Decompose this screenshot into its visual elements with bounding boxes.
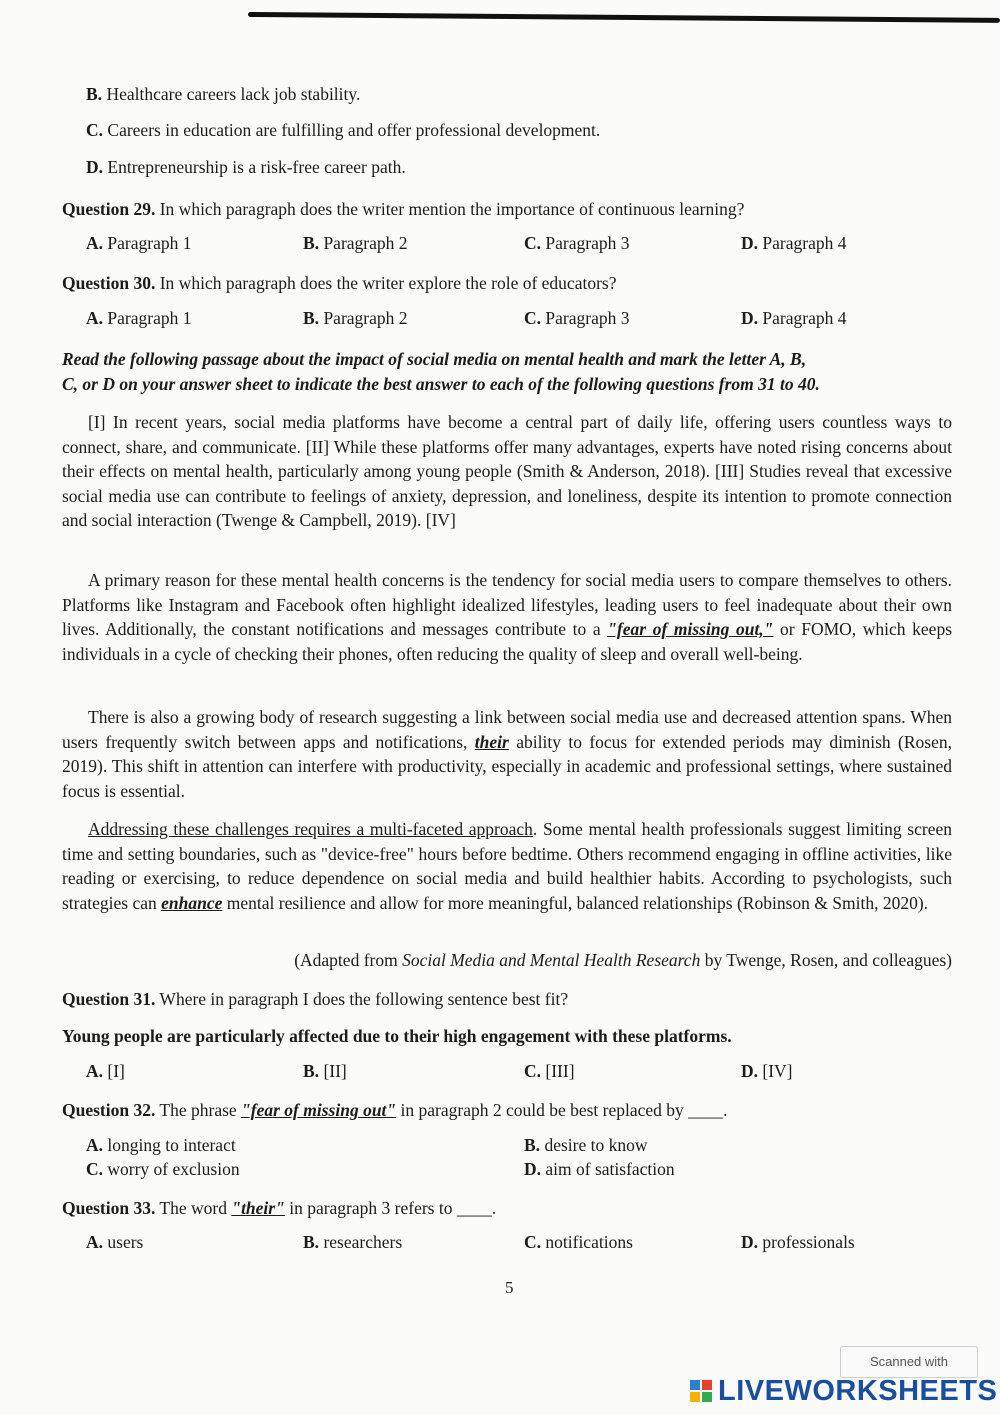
question-30: Question 30. In which paragraph does the writer explore the role of educators? [62,273,617,293]
question-32: Question 32. The phrase "fear of missing out" in paragraph 2 could be best replaced by ____. [62,1100,728,1120]
q32-phrase: "fear of missing out" [241,1100,397,1120]
question-29-options [86,233,956,257]
passage-source: (Adapted from Social Media and Mental Health Research by Twenge, Rosen, and colleagues) [294,950,952,970]
q33-word: "their" [231,1198,285,1218]
q30-option-a[interactable]: A. Paragraph 1 [86,308,192,328]
enhance-highlight: enhance [161,892,223,913]
passage-paragraph-3: There is also a growing body of research suggesting a link between social media use and decreased attention spans. When users frequently switch between apps and notifications, their ability to focus for extended periods may diminish (Rosen, 2019). This shift in attention can interfere with productivity, especially in academic and professional settings, where sustained focus is essential. [62,707,952,801]
reading-instruction-line-2: C, or D on your answer sheet to indicate the best answer to each of the following questions from 31 to 40. [62,374,820,394]
q29-option-d[interactable]: D. Paragraph 4 [741,233,847,253]
passage-paragraph-2: A primary reason for these mental health concerns is the tendency for social media users to compare themselves to others. Platforms like Instagram and Facebook often highlight idealized lifestyles, leading users to feel inadequate about their own lives. Additionally, the constant notifications and messages contribute to a "fear of missing out," or FOMO, which keeps individuals in a cycle of checking their phones, often reducing the quality of sleep and overall well-being. [62,570,953,664]
q30-option-c[interactable]: C. Paragraph 3 [524,308,630,328]
prev-option-d[interactable]: D. Entrepreneurship is a risk-free career path. [86,157,406,177]
question-29: Question 29. In which paragraph does the writer mention the importance of continuous learning? [62,199,745,219]
reading-instruction-line-1: Read the following passage about the impact of social media on mental health and mark the letter A, B, [62,349,807,369]
page-number: 5 [505,1278,514,1297]
liveworksheets-text: LIVEWORKSHEETS [718,1374,998,1407]
multi-faceted-approach-underline: Addressing these challenges requires a multi-faceted approach [88,819,533,839]
q33-option-b[interactable]: B. researchers [303,1232,403,1252]
prev-option-b[interactable]: B. Healthcare careers lack job stability. [86,84,361,104]
scanned-with-badge: Scanned with [840,1346,978,1378]
question-31-sentence: Young people are particularly affected due to their high engagement with these platforms. [62,1026,732,1046]
q30-option-b[interactable]: B. Paragraph 2 [303,308,408,328]
q31-option-a[interactable]: A. [I] [86,1061,125,1081]
question-31: Question 31. Where in paragraph I does the following sentence best fit? [62,989,569,1009]
question-31-options [86,1061,956,1085]
q33-option-c[interactable]: C. notifications [524,1232,633,1252]
passage-paragraph-1: [I] In recent years, social media platforms have become a central part of daily life, offering users countless ways to connect, share, and communicate. [II] While these platforms offer many advantages, experts have noted rising concerns about their effects on mental health, particularly among young people (Smith & Anderson, 2018). [III] Studies reveal that excessive social media use can contribute to feelings of anxiety, depression, and loneliness, despite its intention to promote connection and social interaction (Twenge & Campbell, 2019). [IV] [62,412,952,530]
q32-option-d[interactable]: D. aim of satisfaction [524,1159,675,1179]
top-scan-edge-line [248,12,1000,23]
q29-option-a[interactable]: A. Paragraph 1 [86,233,192,253]
q31-option-b[interactable]: B. [II] [303,1061,347,1081]
question-30-options [86,308,956,332]
fomo-highlight: "fear of missing out," [607,619,774,639]
question-32-options-row-1 [86,1135,956,1159]
q32-option-c[interactable]: C. worry of exclusion [86,1159,240,1179]
liveworksheets-logo-icon [690,1380,712,1402]
question-32-options-row-2 [86,1159,956,1183]
q32-option-a[interactable]: A. longing to interact [86,1135,236,1155]
passage-paragraph-4: Addressing these challenges requires a multi-faceted approach. Some mental health professionals suggest limiting screen time and setting boundaries, such as "device-free" hours before bedtime. Others recommend engaging in offline activities, like reading or exercising, to reduce dependence on social media and build healthier habits. According to psychologists, such strategies can enhance mental resilience and allow for more meaningful, balanced relationships (Robinson & Smith, 2020). [62,819,952,913]
q33-option-a[interactable]: A. users [86,1232,144,1252]
q30-option-d[interactable]: D. Paragraph 4 [741,308,847,328]
liveworksheets-watermark[interactable] [690,1374,997,1408]
their-highlight: their [474,731,509,752]
q32-option-b[interactable]: B. desire to know [524,1135,648,1155]
q29-option-b[interactable]: B. Paragraph 2 [303,233,408,253]
q31-option-d[interactable]: D. [IV] [741,1061,793,1081]
question-33-options [86,1232,956,1256]
question-33: Question 33. The word "their" in paragraph 3 refers to ____. [62,1198,497,1218]
q33-option-d[interactable]: D. professionals [741,1232,855,1252]
prev-option-c[interactable]: C. Careers in education are fulfilling and offer professional development. [86,120,601,140]
q29-option-c[interactable]: C. Paragraph 3 [524,233,630,253]
q31-option-c[interactable]: C. [III] [524,1061,575,1081]
